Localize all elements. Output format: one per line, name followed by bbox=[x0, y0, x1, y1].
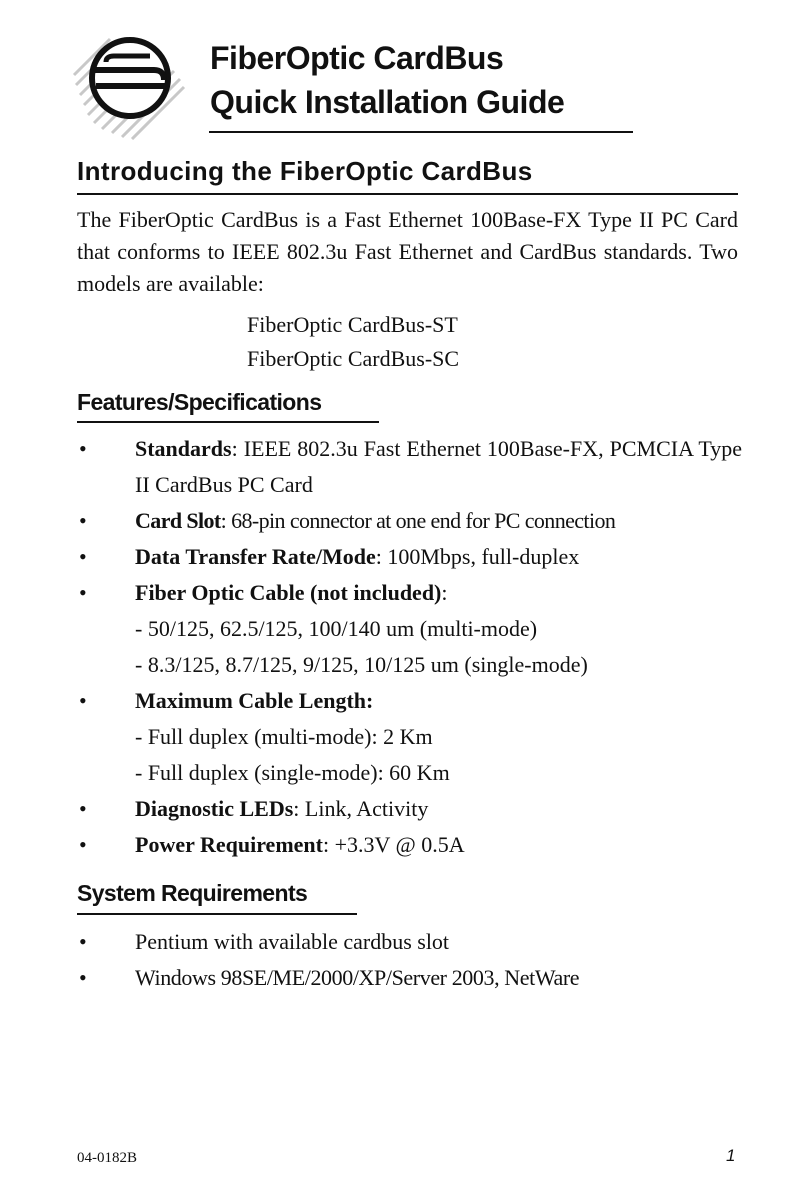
requirements-heading-rule bbox=[77, 913, 357, 915]
title-line-2: Quick Installation Guide bbox=[210, 84, 565, 120]
sub-item: - Full duplex (single-mode): 60 Km bbox=[135, 760, 450, 785]
bullet: • bbox=[79, 965, 87, 990]
sub-item: - 8.3/125, 8.7/125, 9/125, 10/125 um (single-mode) bbox=[135, 652, 588, 677]
item-text: 100Mbps, full-duplex bbox=[387, 544, 580, 569]
item-label: Maximum Cable Length: bbox=[135, 688, 374, 713]
item-label: Diagnostic LEDs bbox=[135, 796, 294, 821]
item-text: IEEE 802.3u Fast Ethernet 100Base-FX, PCMCIA Type II CardBus PC Card bbox=[135, 436, 742, 497]
item-separator: : bbox=[375, 544, 388, 569]
list-item bbox=[77, 539, 742, 575]
bullet: • bbox=[79, 929, 87, 954]
document-code: 04-0182B bbox=[77, 1150, 137, 1166]
features-heading-rule bbox=[77, 421, 379, 423]
requirements-list bbox=[77, 924, 742, 996]
intro-heading-rule bbox=[77, 193, 738, 195]
item-text: Pentium with available cardbus slot bbox=[135, 929, 450, 954]
company-logo bbox=[70, 20, 190, 140]
title-rule bbox=[209, 131, 633, 133]
item-label: Data Transfer Rate/Mode bbox=[135, 544, 376, 569]
sub-item: - 50/125, 62.5/125, 100/140 um (multi-mode) bbox=[135, 616, 538, 641]
requirements-heading: System Requirements bbox=[77, 880, 308, 906]
item-label: Fiber Optic Cable (not included) bbox=[135, 580, 442, 605]
item-separator: : bbox=[293, 796, 305, 821]
list-item bbox=[77, 431, 742, 503]
item-separator: : bbox=[220, 508, 232, 533]
bullet: • bbox=[79, 580, 87, 605]
model-list bbox=[247, 308, 459, 376]
item-separator: : bbox=[441, 580, 448, 605]
list-item bbox=[77, 924, 742, 960]
bullet: • bbox=[79, 796, 87, 821]
item-text: +3.3V @ 0.5A bbox=[334, 832, 465, 857]
title-line-1: FiberOptic CardBus bbox=[210, 40, 504, 76]
list-item bbox=[77, 827, 742, 863]
item-text: Link, Activity bbox=[304, 796, 429, 821]
bullet: • bbox=[79, 436, 87, 461]
model-item: FiberOptic CardBus-SC bbox=[247, 346, 460, 371]
item-separator: : bbox=[231, 436, 244, 461]
list-item bbox=[77, 960, 742, 996]
list-item bbox=[77, 791, 742, 827]
list-item bbox=[77, 503, 742, 539]
bullet: • bbox=[79, 508, 87, 533]
sub-item: - Full duplex (multi-mode): 2 Km bbox=[135, 724, 433, 749]
model-item: FiberOptic CardBus-ST bbox=[247, 312, 458, 337]
bullet: • bbox=[79, 544, 87, 569]
item-label: Card Slot bbox=[135, 508, 221, 533]
item-label: Power Requirement bbox=[135, 832, 323, 857]
item-text: Windows 98SE/ME/2000/XP/Server 2003, NetWare bbox=[135, 965, 580, 990]
bullet: • bbox=[79, 688, 87, 713]
page-number: 1 bbox=[726, 1146, 736, 1165]
page-title bbox=[210, 36, 564, 124]
list-item bbox=[77, 575, 742, 611]
bullet: • bbox=[79, 832, 87, 857]
list-item bbox=[77, 683, 742, 719]
features-list bbox=[77, 431, 742, 863]
item-separator: : bbox=[322, 832, 335, 857]
item-text: 68-pin connector at one end for PC connection bbox=[231, 508, 616, 533]
features-heading: Features/Specifications bbox=[77, 389, 322, 415]
item-label: Standards bbox=[135, 436, 232, 461]
intro-paragraph: The FiberOptic CardBus is a Fast Ethernet 100Base-FX Type II PC Card that conforms to IEEE 802.3u Fast Ethernet and CardBus standards. Two models are available: bbox=[77, 207, 738, 296]
intro-heading: Introducing the FiberOptic CardBus bbox=[77, 156, 533, 186]
